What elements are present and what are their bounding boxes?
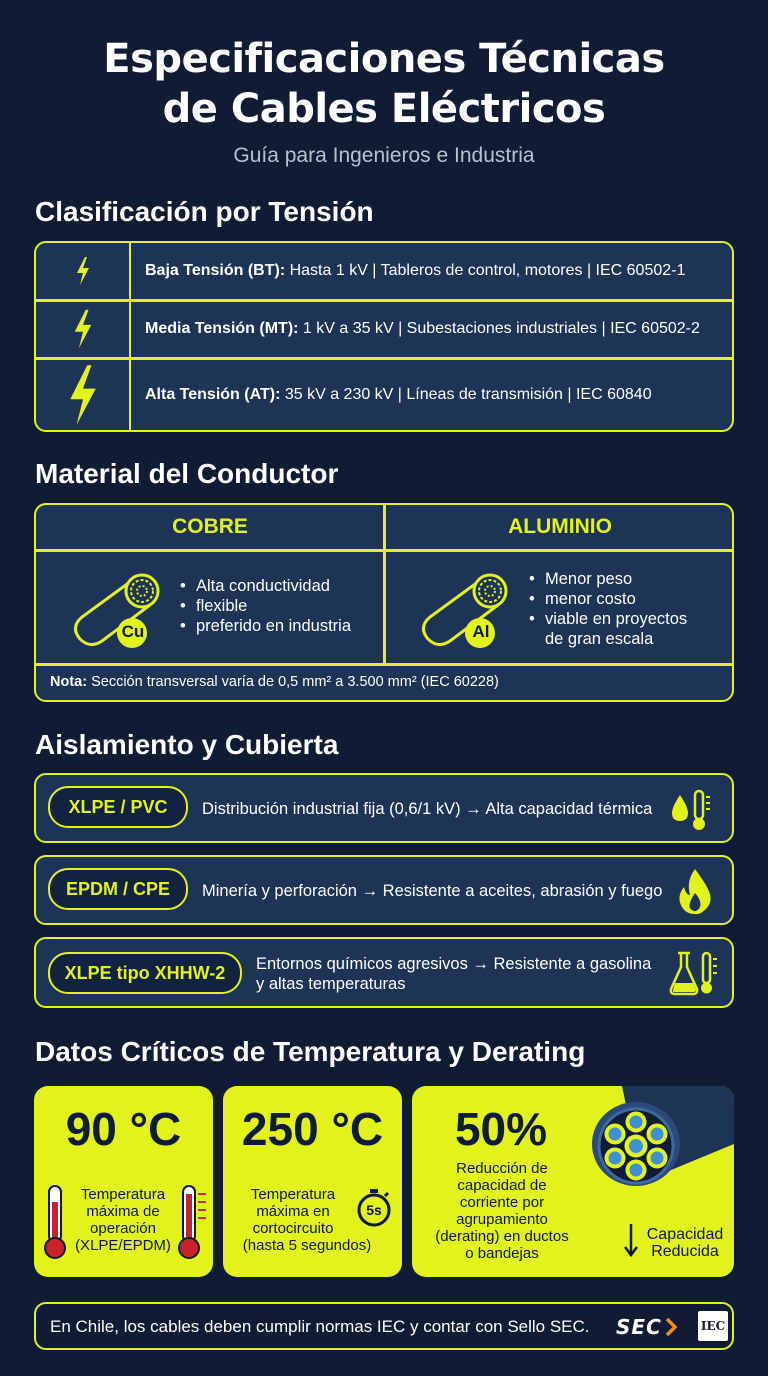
title-line-1: Especificaciones Técnicas [103, 36, 665, 82]
list-item: • viable en proyectos [529, 609, 687, 629]
insulation-text: Distribución industrial fija (0,6/1 kV) → Alta capacidad térmica [202, 800, 653, 818]
lightning-medium-icon [36, 301, 131, 357]
card-short-circuit-temperature [223, 1086, 402, 1277]
lightning-large-icon [36, 359, 131, 431]
sec-logo: SEC [616, 1314, 678, 1340]
short-circuit-temp-caption-last: (hasta 5 segundos) [242, 1237, 372, 1254]
operating-temp-caption: Temperatura máxima de operación (XLPE/EPDM) [75, 1186, 171, 1254]
xhhw2-tag: XLPE tipo XHHW-2 [48, 952, 242, 994]
conductor-table [34, 503, 734, 702]
flame-icon [674, 867, 716, 915]
xlpe-pvc-tag: XLPE / PVC [48, 786, 188, 828]
footer-note [34, 1302, 734, 1350]
insulation-item-xhhw2 [34, 937, 734, 1008]
voltage-row-bt [36, 243, 732, 299]
voltage-row-text: Alta Tensión (AT): 35 kV a 230 kV | Líneas de transmisión | IEC 60840 [145, 386, 652, 403]
conductor-heading: Material del Conductor [35, 458, 339, 489]
flask-thermometer-icon [668, 949, 720, 999]
temperature-heading: Datos Críticos de Temperatura y Derating [35, 1036, 586, 1067]
voltage-row-at [36, 359, 732, 431]
footer-text: En Chile, los cables deben cumplir normas IEC y contar con Sello SEC. [50, 1317, 590, 1336]
title-line-2: de Cables Eléctricos [162, 86, 606, 132]
aluminum-bullets [529, 569, 687, 649]
list-item: • flexible [180, 596, 351, 616]
grouped-cable-icon [580, 1086, 734, 1212]
card-operating-temperature [34, 1086, 213, 1277]
short-circuit-temp-caption: Temperatura máxima en cortocircuito [250, 1186, 336, 1237]
derating-caption: Reducción de capacidad de corriente por agrupamiento (derating) en ductos o bandejas [435, 1160, 569, 1262]
card-derating [412, 1086, 734, 1277]
list-item: • preferido en industria [180, 616, 351, 636]
copper-symbol: Cu [121, 622, 145, 641]
voltage-row-text: Baja Tensión (BT): Hasta 1 kV | Tableros de control, motores | IEC 60502-1 [145, 262, 686, 279]
iec-logo: IEC [698, 1311, 728, 1341]
list-item: • Menor peso [529, 569, 687, 589]
aluminum-symbol: Al [472, 622, 490, 641]
insulation-item-epdm-cpe [34, 855, 734, 925]
derating-value: 50% [454, 1103, 548, 1155]
thermometer-icon [176, 1184, 210, 1260]
copper-bullets [180, 576, 351, 636]
page-title [0, 34, 768, 134]
epdm-cpe-tag: EPDM / CPE [48, 868, 188, 910]
stopwatch-label: 5s [366, 1202, 382, 1218]
voltage-heading: Clasificación por Tensión [35, 196, 374, 227]
list-item: • menor costo [529, 589, 687, 609]
voltage-row-mt [36, 301, 732, 357]
arrow-down-icon [624, 1222, 638, 1258]
lightning-small-icon [36, 243, 131, 299]
insulation-heading: Aislamiento y Cubierta [35, 729, 339, 760]
short-circuit-temp-value: 250 °C [241, 1103, 384, 1155]
insulation-text: Entornos químicos agresivos → Resistente a gasolina y altas temperaturas [256, 955, 652, 993]
voltage-table [34, 241, 734, 432]
insulation-item-xlpe-pvc [34, 773, 734, 843]
operating-temp-value: 90 °C [65, 1103, 182, 1155]
drop-thermometer-icon [668, 787, 714, 833]
voltage-row-text: Media Tensión (MT): 1 kV a 35 kV | Subestaciones industriales | IEC 60502-2 [145, 320, 700, 337]
list-item: de gran escala [545, 630, 654, 648]
thermometer-icon [42, 1184, 68, 1260]
reduced-capacity-label: Capacidad Reducida [646, 1226, 724, 1260]
list-item: • Alta conductividad [180, 576, 351, 596]
aluminum-title: ALUMINIO [508, 515, 612, 538]
page-subtitle: Guía para Ingenieros e Industria [233, 144, 535, 167]
copper-title: COBRE [172, 515, 248, 538]
insulation-text: Minería y perforación → Resistente a aceites, abrasión y fuego [202, 882, 663, 900]
conductor-note: Nota: Sección transversal varía de 0,5 mm² a 3.500 mm² (IEC 60228) [50, 674, 499, 690]
